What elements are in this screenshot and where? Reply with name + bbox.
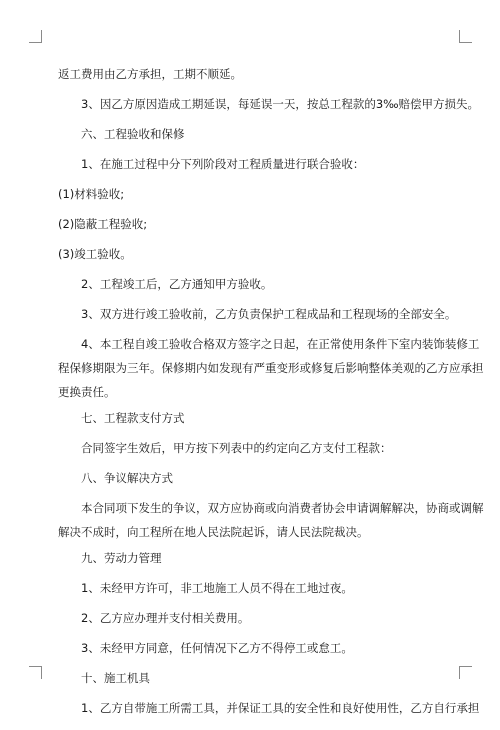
- paragraph-notify-acceptance: 2、工程竣工后，乙方通知甲方验收。: [81, 277, 273, 291]
- paragraph-continuation: 返工费用由乙方承担，工期不顺延。: [58, 67, 242, 81]
- paragraph-dispute: [58, 496, 484, 544]
- paragraph-labor-stoppage: 3、未经甲方同意，任何情况下乙方不得停工或怠工。: [81, 641, 353, 655]
- paragraph-labor-overnight: 1、未经甲方许可，非工地施工人员不得在工地过夜。: [81, 581, 353, 595]
- text-line: 本合同项下发生的争议，双方应协商或向消费者协会申请调解解决，协商或调解: [81, 501, 484, 515]
- text-line: 更换责任。: [58, 385, 116, 399]
- paragraph-labor-fees: 2、乙方应办理并支付相关费用。: [81, 611, 250, 625]
- paragraph-delay-penalty: 3、因乙方原因造成工期延误，每延误一天，按总工程款的3‰赔偿甲方损失。: [81, 97, 480, 111]
- list-item-material: (1)材料验收;: [58, 187, 125, 201]
- crop-mark-top-left: [29, 30, 42, 43]
- text-line: 4、本工程自竣工验收合格双方签字之日起，在正常使用条件下室内装饰装修工: [81, 337, 480, 351]
- section-heading-dispute: 八、争议解决方式: [81, 471, 173, 485]
- paragraph-tools: 1、乙方自带施工所需工具，并保证工具的安全性和良好使用性，乙方自行承担: [81, 701, 480, 715]
- crop-mark-bottom-left: [29, 666, 42, 679]
- section-heading-labor: 九、劳动力管理: [81, 551, 162, 565]
- list-item-completion: (3)竣工验收。: [58, 247, 132, 261]
- text-line: 程保修期限为三年。保修期内如发现有严重变形或修复后影响整体美观的乙方应承担: [58, 361, 484, 375]
- text-line: 解决不成时，向工程所在地人民法院起诉，请人民法院裁决。: [58, 525, 369, 539]
- document-body: [58, 66, 484, 730]
- section-heading-payment: 七、工程款支付方式: [81, 411, 185, 425]
- paragraph-site-protection: 3、双方进行竣工验收前，乙方负责保护工程成品和工程现场的全部安全。: [81, 307, 457, 321]
- list-item-concealed: (2)隐蔽工程验收;: [58, 217, 148, 231]
- paragraph-joint-acceptance: 1、在施工过程中分下列阶段对工程质量进行联合验收：: [81, 157, 365, 171]
- section-heading-acceptance: 六、工程验收和保修: [81, 127, 185, 141]
- paragraph-payment: 合同签字生效后，甲方按下列表中的约定向乙方支付工程款：: [81, 441, 392, 455]
- section-heading-tools: 十、施工机具: [81, 671, 150, 685]
- paragraph-warranty: [58, 332, 484, 404]
- crop-mark-top-right: [459, 30, 472, 43]
- crop-mark-bottom-right: [459, 666, 472, 679]
